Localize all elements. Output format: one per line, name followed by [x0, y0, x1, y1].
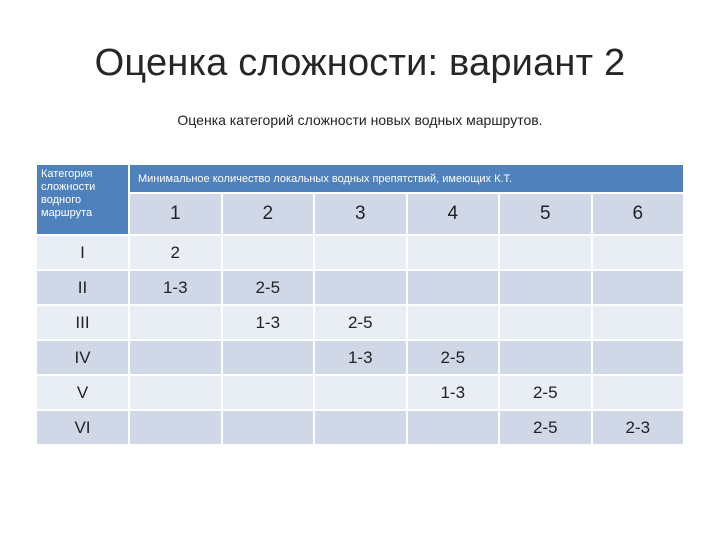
- table-cell: 2-5: [222, 270, 315, 305]
- table-cell: [499, 270, 592, 305]
- row-category: V: [36, 375, 129, 410]
- table-cell: 1-3: [129, 270, 222, 305]
- table-cell: [129, 375, 222, 410]
- column-header-4: 4: [407, 193, 500, 235]
- table-cell: 2-5: [499, 410, 592, 445]
- table-cell: 2: [129, 235, 222, 270]
- table-cell: [129, 410, 222, 445]
- column-header-5: 5: [499, 193, 592, 235]
- table-header-row: [36, 164, 684, 193]
- table-cell: [407, 235, 500, 270]
- table-cell: [314, 410, 407, 445]
- table-row: [36, 340, 684, 375]
- table-cell: [499, 305, 592, 340]
- corner-header: Категория сложности водного маршрута: [36, 164, 129, 235]
- table-cell: [407, 270, 500, 305]
- table-cell: [222, 235, 315, 270]
- table-cell: [314, 270, 407, 305]
- row-category: IV: [36, 340, 129, 375]
- row-category: VI: [36, 410, 129, 445]
- table-cell: 2-5: [499, 375, 592, 410]
- table-cell: 1-3: [314, 340, 407, 375]
- table-cell: [592, 305, 685, 340]
- row-category: II: [36, 270, 129, 305]
- column-header-2: 2: [222, 193, 315, 235]
- row-category: I: [36, 235, 129, 270]
- table-cell: [592, 270, 685, 305]
- table-cell: [592, 375, 685, 410]
- column-header-6: 6: [592, 193, 685, 235]
- table-row: [36, 235, 684, 270]
- table-cell: [407, 410, 500, 445]
- table-cell: 2-3: [592, 410, 685, 445]
- row-category: III: [36, 305, 129, 340]
- table-cell: [314, 235, 407, 270]
- table-cell: [222, 375, 315, 410]
- table-cell: 1-3: [407, 375, 500, 410]
- column-header-3: 3: [314, 193, 407, 235]
- table-cell: 2-5: [407, 340, 500, 375]
- table-cell: 1-3: [222, 305, 315, 340]
- table-cell: [499, 235, 592, 270]
- table-cell: 2-5: [314, 305, 407, 340]
- table-row: [36, 270, 684, 305]
- table-cell: [129, 340, 222, 375]
- table-cell: [407, 305, 500, 340]
- difficulty-table: [35, 163, 685, 446]
- table-row: [36, 410, 684, 445]
- table-row: [36, 375, 684, 410]
- table-cell: [592, 235, 685, 270]
- obstacles-header: Минимальное количество локальных водных препятствий, имеющих К.Т.: [129, 164, 684, 193]
- column-number-row: [36, 193, 684, 235]
- table-cell: [129, 305, 222, 340]
- column-header-1: 1: [129, 193, 222, 235]
- page-subtitle: Оценка категорий сложности новых водных маршрутов.: [177, 112, 543, 128]
- table-row: [36, 305, 684, 340]
- table-cell: [314, 375, 407, 410]
- table-cell: [222, 410, 315, 445]
- table-cell: [499, 340, 592, 375]
- table-cell: [222, 340, 315, 375]
- table-cell: [592, 340, 685, 375]
- page-title: Оценка сложности: вариант 2: [94, 42, 626, 84]
